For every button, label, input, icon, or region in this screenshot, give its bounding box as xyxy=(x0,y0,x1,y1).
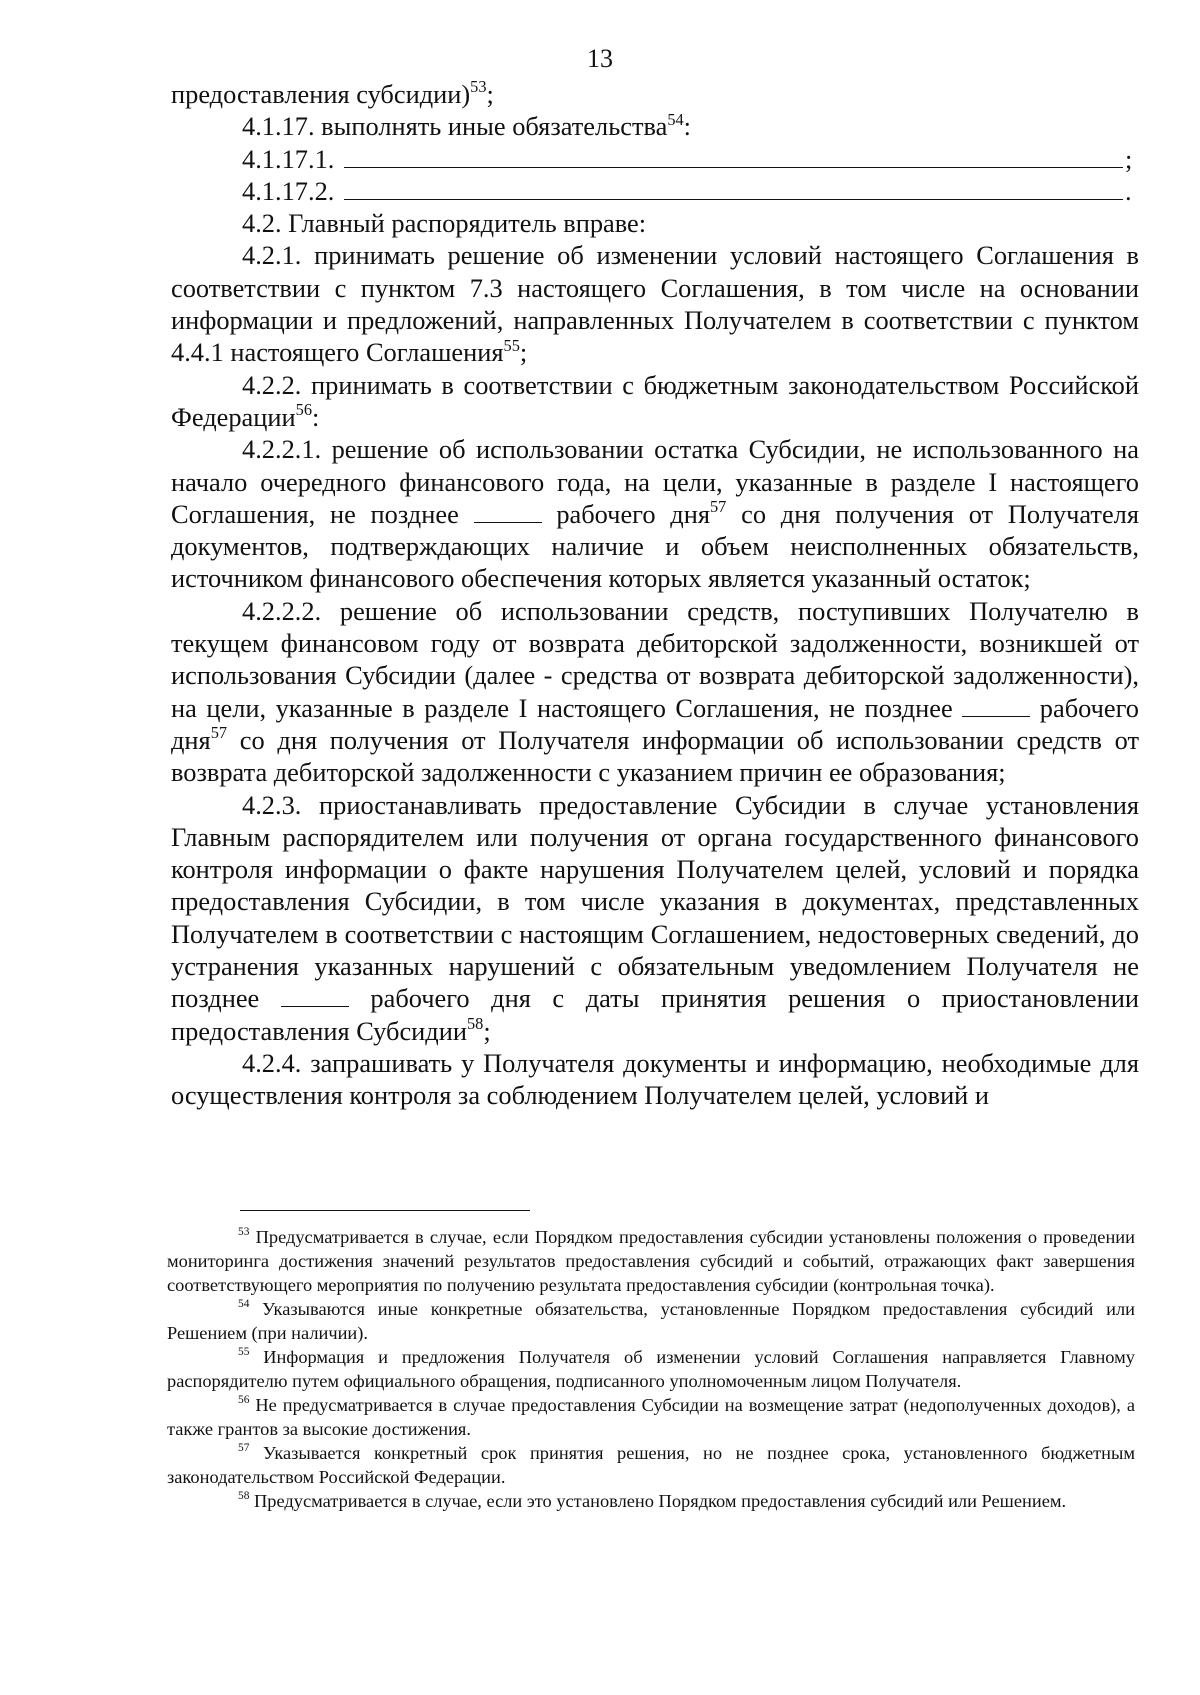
fill-line-label: 4.1.17.2. xyxy=(242,175,335,206)
footnote-ref: 57 xyxy=(210,723,228,743)
fill-line-label: 4.1.17.1. xyxy=(242,143,335,174)
paragraph-4-1-17 xyxy=(171,110,1139,142)
paragraph-continuation xyxy=(171,78,1139,110)
paragraph-4-2-2-2 xyxy=(171,595,1139,789)
paragraph-text: 4.2.3. приостанавливать предоставление Субсидии в случае установления Главным распорядителем или получения от органа государственного финансового контроля информации о факте нарушения Получателем целей, условий и порядка предоставления Субсидии, в том числе указания в документах, представленных Получателем в соответствии с настоящим Соглашением, недостоверных сведений, до устранения указанных нарушений с обязательным уведомлением Получателя не позднее xyxy=(171,789,1139,1014)
footnote-ref: 57 xyxy=(709,497,727,517)
paragraph-tail: ; xyxy=(486,79,494,109)
paragraph-text: со дня получения от Получателя документов, подтверждающих наличие и объем неисполненных обязательств, источником финансового обеспечения которых является указанный остаток; xyxy=(171,498,1139,594)
paragraph-text: со дня получения от Получателя информации об использовании средств от возврата дебиторской задолженности с указанием причин ее образования; xyxy=(171,724,1139,788)
paragraph-4-2-4: 4.2.4. запрашивать у Получателя документы и информацию, необходимые для осуществления контроля за соблюдением Получателем целей, условий и xyxy=(171,1047,1139,1111)
blank-field xyxy=(281,982,349,1007)
paragraph-text: предоставления субсидии) xyxy=(171,79,471,109)
fill-line-4-1-17-1 xyxy=(171,143,1139,175)
footnote-text: Информация и предложения Получателя об изменении условий Соглашения направляется Главному распорядителю путем официального обращения, подписанного уполномоченным лицом Получателя. xyxy=(167,1347,1135,1391)
footnote-58 xyxy=(167,1489,1135,1513)
paragraph-tail: : xyxy=(683,111,692,142)
footnote-ref: 54 xyxy=(667,109,684,129)
paragraph-tail: ; xyxy=(519,337,528,368)
footnote-number: 57 xyxy=(238,1441,250,1454)
paragraph-4-2-3 xyxy=(171,789,1139,1047)
footnote-text: Не предусматривается в случае предоставления Субсидии на возмещение затрат (недополученных доходов), а также грантов за высокие достижения. xyxy=(167,1395,1135,1439)
paragraph-text: 4.2.2.2. решение об использовании средств, поступивших Получателю в текущем финансовом году от возврата дебиторской задолженности, возникшей от использования Субсидии (далее - средства от возврата дебиторской задолженности), на цели, указанные в разделе I настоящего Соглашения, не позднее xyxy=(171,595,1139,723)
footnote-number: 56 xyxy=(238,1393,250,1406)
footnotes xyxy=(167,1225,1135,1513)
paragraph-text: 4.2.2.1. решение об использовании остатка Субсидии, не использованного на начало очередного финансового года, на цели, указанные в разделе I настоящего Соглашения, не позднее xyxy=(171,434,1139,529)
paragraph-4-2-2-1 xyxy=(171,433,1139,594)
footnote-ref: 58 xyxy=(466,1013,484,1033)
paragraph-text: рабочего дня xyxy=(171,692,1139,755)
paragraph-4-2: 4.2. Главный распорядитель вправе: xyxy=(242,208,647,239)
paragraph-text: рабочего дня с даты принятия решения о приостановлении предоставления Субсидии xyxy=(171,983,1139,1046)
fill-line-end: . xyxy=(1125,175,1132,206)
footnote-53 xyxy=(167,1225,1135,1297)
footnote-number: 53 xyxy=(238,1225,250,1238)
paragraph-4-2-2 xyxy=(171,369,1139,434)
footnote-number: 58 xyxy=(238,1489,250,1502)
footnote-ref: 56 xyxy=(295,400,312,420)
footnote-text: Указываются иные конкретные обязательства, установленные Порядком предоставления субсидий или Решением (при наличии). xyxy=(167,1299,1135,1343)
footnote-ref: 53 xyxy=(470,77,487,97)
paragraph-text: 4.2.2. принимать в соответствии с бюджетным законодательством Российской Федерации xyxy=(171,369,1139,432)
footnote-ref: 55 xyxy=(503,335,520,355)
footnote-separator xyxy=(240,1210,530,1211)
blank-field xyxy=(962,692,1030,717)
blank-fill-line xyxy=(344,143,1123,168)
paragraph-text: 4.1.17. выполнять иные обязательства xyxy=(242,111,668,142)
footnote-text: Предусматривается в случае, если это установлено Порядком предоставления субсидий или Решением. xyxy=(254,1491,1067,1511)
blank-fill-line xyxy=(344,175,1123,200)
main-text xyxy=(171,78,1139,1112)
footnote-56 xyxy=(167,1393,1135,1441)
blank-field xyxy=(474,498,542,523)
fill-line-4-1-17-2 xyxy=(171,175,1139,207)
footnote-number: 54 xyxy=(238,1297,250,1310)
paragraph-4-2-1 xyxy=(171,239,1139,368)
paragraph-tail: ; xyxy=(483,1015,491,1046)
footnote-text: Указывается конкретный срок принятия решения, но не позднее срока, установленного бюджетным законодательством Российской Федерации. xyxy=(167,1443,1135,1487)
footnote-text: Предусматривается в случае, если Порядком предоставления субсидии установлены положения о проведении мониторинга достижения значений результатов предоставления субсидий и событий, отражающих факт завершения соответствующего мероприятия по получению результата предоставления субсидии (контрольная точка). xyxy=(167,1227,1135,1295)
paragraph-tail: : xyxy=(312,401,320,432)
fill-line-end: ; xyxy=(1125,143,1133,174)
paragraph-text: 4.2.1. принимать решение об изменении условий настоящего Соглашения в соответствии с пунктом 7.3 настоящего Соглашения, в том числе на основании информации и предложений, направленных Получателем в соответствии с пунктом 4.4.1 настоящего Соглашения xyxy=(171,240,1139,368)
footnote-55 xyxy=(167,1345,1135,1393)
footnote-number: 55 xyxy=(238,1345,250,1358)
page-number: 13 xyxy=(587,44,613,73)
paragraph-text: рабочего дня xyxy=(556,498,710,529)
footnote-54 xyxy=(167,1297,1135,1345)
footnote-57 xyxy=(167,1441,1135,1489)
